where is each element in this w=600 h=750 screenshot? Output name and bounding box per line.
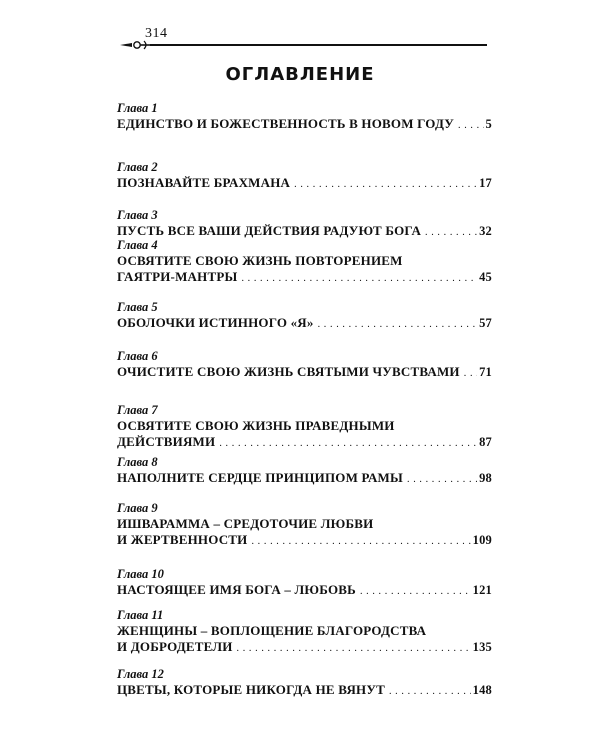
chapter-title: НАСТОЯЩЕЕ ИМЯ БОГА – ЛЮБОВЬ [117,582,356,597]
page-ref: 17 [479,176,492,190]
chapter-label: Глава 7 [117,403,158,417]
page-ref: 57 [479,316,492,330]
toc-entry [117,607,492,657]
dot-leader [219,436,477,452]
chapter-title: ДЕЙСТВИЯМИ [117,434,216,449]
page-ref: 135 [472,640,492,654]
header-rule [150,44,487,46]
dot-leader [360,584,471,600]
chapter-label: Глава 1 [117,101,158,115]
toc-entry [117,500,492,550]
toc-entry [117,454,492,488]
toc-entry [117,299,492,333]
dot-leader [237,641,471,657]
chapter-title: ЕДИНСТВО И БОЖЕСТВЕННОСТЬ В НОВОМ ГОДУ [117,116,455,131]
toc-entry [117,100,492,134]
chapter-label: Глава 10 [117,567,164,581]
chapter-label: Глава 2 [117,160,158,174]
chapter-label: Глава 11 [117,608,164,622]
dot-leader [241,271,477,287]
chapter-title: ПУСТЬ ВСЕ ВАШИ ДЕЙСТВИЯ РАДУЮТ БОГА [117,223,422,238]
chapter-title-line [117,269,492,287]
chapter-label: Глава 3 [117,208,158,222]
page-ref: 5 [485,117,492,131]
chapter-label: Глава 5 [117,300,158,314]
page-ref: 32 [479,224,492,238]
page-ref: 109 [472,533,492,547]
toc-entry [117,237,492,287]
chapter-title: ЖЕНЩИНЫ – ВОПЛОЩЕНИЕ БЛАГОРОДСТВА [117,623,427,638]
toc-entry [117,566,492,600]
toc-entry [117,207,492,241]
chapter-title: ОЧИСТИТЕ СВОЮ ЖИЗНЬ СВЯТЫМИ ЧУВСТВАМИ [117,364,460,379]
chapter-label: Глава 12 [117,667,164,681]
chapter-title-line [117,175,492,193]
page-number: 314 [145,26,168,41]
chapter-label: Глава 8 [117,455,158,469]
toc-entry [117,348,492,382]
chapter-title-line [117,315,492,333]
chapter-title: ИШВАРАММА – СРЕДОТОЧИЕ ЛЮБВИ [117,516,374,531]
dot-leader [318,317,477,333]
page-ref: 45 [479,270,492,284]
chapter-title-line [117,116,492,134]
page-ref: 98 [479,471,492,485]
dot-leader [389,684,471,700]
chapter-title: ОСВЯТИТЕ СВОЮ ЖИЗНЬ ПОВТОРЕНИЕМ [117,253,403,268]
chapter-label: Глава 4 [117,238,158,252]
chapter-title: ОБОЛОЧКИ ИСТИННОГО «Я» [117,315,314,330]
chapter-label: Глава 9 [117,501,158,515]
chapter-title-line [117,364,492,382]
page-ref: 148 [472,683,492,697]
chapter-title-line [117,639,492,657]
dot-leader [251,534,470,550]
page-ref: 87 [479,435,492,449]
chapter-title-line [117,470,492,488]
chapter-label: Глава 6 [117,349,158,363]
dot-leader [407,472,477,488]
chapter-title-line [117,582,492,600]
chapter-title: ПОЗНАВАЙТЕ БРАХМАНА [117,175,291,190]
dot-leader [464,366,477,382]
page-title: ОГЛАВЛЕНИЕ [225,64,375,85]
chapter-title: И ЖЕРТВЕННОСТИ [117,532,248,547]
chapter-title: ОСВЯТИТЕ СВОЮ ЖИЗНЬ ПРАВЕДНЫМИ [117,418,395,433]
dot-leader [294,177,477,193]
toc-entry [117,159,492,193]
chapter-title-line [117,532,492,550]
page-ref: 121 [472,583,492,597]
toc-entry [117,402,492,452]
chapter-title-line [117,682,492,700]
chapter-title: ЦВЕТЫ, КОТОРЫЕ НИКОГДА НЕ ВЯНУТ [117,682,385,697]
chapter-title: НАПОЛНИТЕ СЕРДЦЕ ПРИНЦИПОМ РАМЫ [117,470,403,485]
toc-entry [117,666,492,700]
dot-leader [458,118,484,134]
chapter-title: И ДОБРОДЕТЕЛИ [117,639,233,654]
chapter-title: ГАЯТРИ-МАНТРЫ [117,269,238,284]
page-ref: 71 [479,365,492,379]
chapter-title-line [117,434,492,452]
